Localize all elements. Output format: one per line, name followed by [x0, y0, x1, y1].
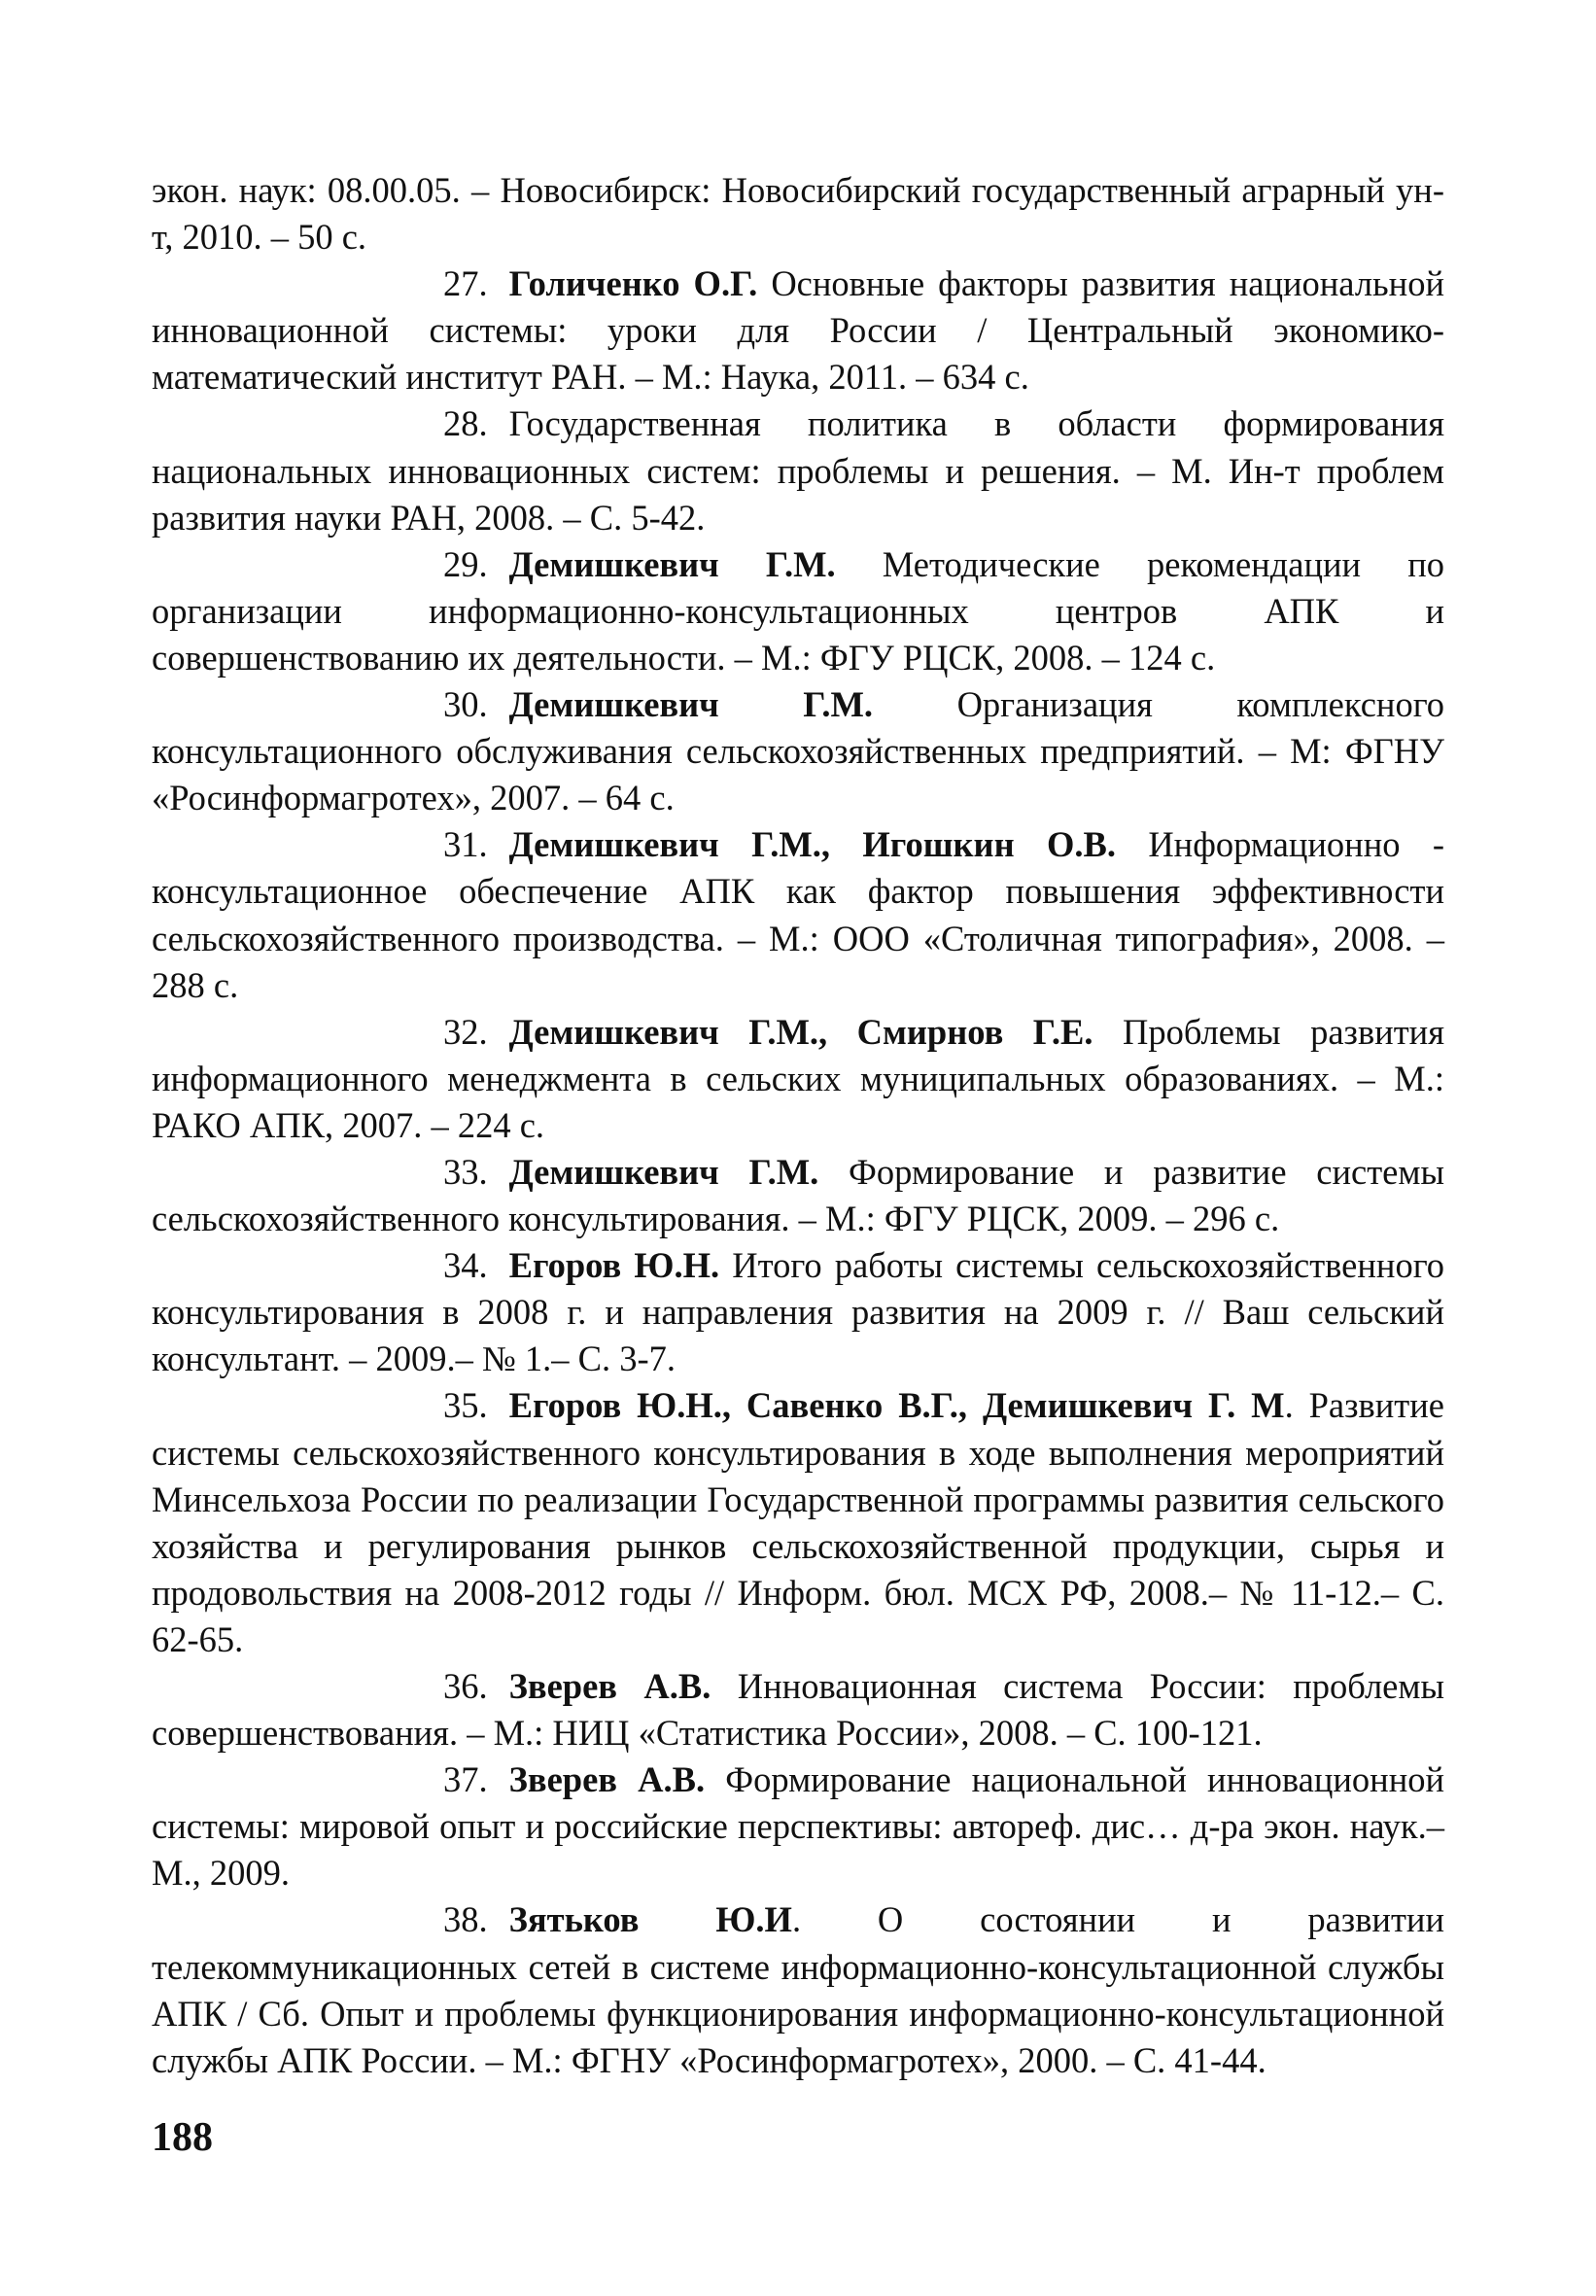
entry-authors: Егоров Ю.Н., Савенко В.Г., Демишкевич Г. М — [508, 1385, 1285, 1426]
bibliography-entry-27 — [152, 261, 1444, 400]
entry-text: . Развитие системы сельскохозяйственного консультирования в ходе выполнения мероприятий Минсельхоза России по реализации Государственной программы развития сельского хозяйства и регулирования рынков сельскохозяйственной продукции, сырья и продовольствия на 2008-2012 годы // Информ. бюл. МСХ РФ, 2008.– № 11-12.– С. 62-65. — [152, 1385, 1444, 1659]
bibliography-entry-37 — [152, 1757, 1444, 1896]
entry-authors: Зверев А.В. — [508, 1666, 711, 1706]
entry-text: Итого работы системы сельскохозяйственного консультирования в 2008 г. и направления развития на 2009 г. // Ваш сельский консультант. – 2009.– № 1.– С. 3-7. — [152, 1245, 1445, 1379]
bibliography-entry-30 — [152, 681, 1444, 821]
bibliography-page — [152, 167, 1444, 2084]
entry-number: 28. — [443, 403, 488, 444]
bibliography-entry-38 — [152, 1896, 1444, 2083]
entry-authors: Зятьков Ю.И — [508, 1899, 792, 1940]
bibliography-entry-31 — [152, 821, 1444, 1008]
page-number: 188 — [152, 2115, 213, 2160]
entry-number: 37. — [443, 1759, 488, 1800]
entry-number: 36. — [443, 1666, 488, 1706]
continuation-text: экон. наук: 08.00.05. – Новосибирск: Новосибирский государственный аграрный ун-т, 2010. – 50 с. — [152, 170, 1444, 258]
entry-authors: Демишкевич Г.М. — [508, 543, 836, 584]
bibliography-entry-35 — [152, 1382, 1444, 1663]
entry-text: Проблемы развития информационного менеджмента в сельских муниципальных образованиях. – М.: РАКО АПК, 2007. – 224 с. — [152, 1011, 1444, 1145]
entry-authors: Голиченко О.Г. — [508, 263, 758, 304]
bibliography-entry-32 — [152, 1009, 1444, 1149]
entry-number: 34. — [443, 1245, 488, 1286]
entry-number: 38. — [443, 1899, 488, 1940]
bibliography-entry-28 — [152, 400, 1444, 540]
entry-number: 27. — [443, 263, 488, 304]
bibliography-entry-29 — [152, 541, 1444, 681]
entry-text: Организация комплексного консультационного обслуживания сельскохозяйственных предприятий. – М: ФГНУ «Росинформагротех», 2007. – 64 с. — [152, 684, 1445, 818]
bibliography-entry-36 — [152, 1663, 1444, 1757]
entry-number: 32. — [443, 1011, 488, 1052]
entry-number: 33. — [443, 1151, 488, 1192]
bibliography-entry-33 — [152, 1149, 1444, 1242]
entry-text: Государственная политика в области формирования национальных инновационных систем: проблемы и решения. – М. Ин-т проблем развития науки РАН, 2008. – С. 5-42. — [152, 403, 1444, 538]
bibliography-entry-34 — [152, 1242, 1444, 1382]
entry-authors: Демишкевич Г.М. — [508, 1151, 819, 1192]
entry-authors: Егоров Ю.Н. — [508, 1245, 720, 1286]
entry-text: . О состоянии и развитии телекоммуникационных сетей в системе информационно-консультационной службы АПК / Сб. Опыт и проблемы функционирования информационно-консультационной службы АПК России. – М.: ФГНУ «Росинформагротех», 2000. – С. 41-44. — [152, 1899, 1444, 2080]
entry-number: 31. — [443, 824, 488, 865]
entry-number: 29. — [443, 543, 488, 584]
entry-text: Формирование и развитие системы сельскохозяйственного консультирования. – М.: ФГУ РЦСК, 2009. – 296 с. — [152, 1151, 1444, 1239]
entry-authors: Демишкевич Г.М., Смирнов Г.Е. — [508, 1011, 1093, 1052]
entry-authors: Демишкевич Г.М. — [508, 684, 874, 725]
entry-text: Информационно - консультационное обеспечение АПК как фактор повышения эффективности сельскохозяйственного производства. – М.: ООО «Столичная типография», 2008. – 288 с. — [152, 824, 1444, 1005]
entry-text: Инновационная система России: проблемы совершенствования. – М.: НИЦ «Статистика России», 2008. – С. 100-121. — [152, 1666, 1444, 1754]
entry-authors: Зверев А.В. — [508, 1759, 706, 1800]
entry-text: Основные факторы развития национальной инновационной системы: уроки для России / Центральный экономико-математический институт РАН. – М.: Наука, 2011. – 634 с. — [152, 263, 1444, 398]
entry-text: Методические рекомендации по организации информационно-консультационных центров АПК и совершенствованию их деятельности. – М.: ФГУ РЦСК, 2008. – 124 с. — [152, 543, 1444, 678]
entry-number: 30. — [443, 684, 488, 725]
entry-number: 35. — [443, 1385, 488, 1426]
entry-text: Формирование национальной инновационной системы: мировой опыт и российские перспективы: автореф. дис… д-ра экон. наук.– М., 2009. — [152, 1759, 1445, 1894]
entry-authors: Демишкевич Г.М., Игошкин О.В. — [508, 824, 1116, 865]
